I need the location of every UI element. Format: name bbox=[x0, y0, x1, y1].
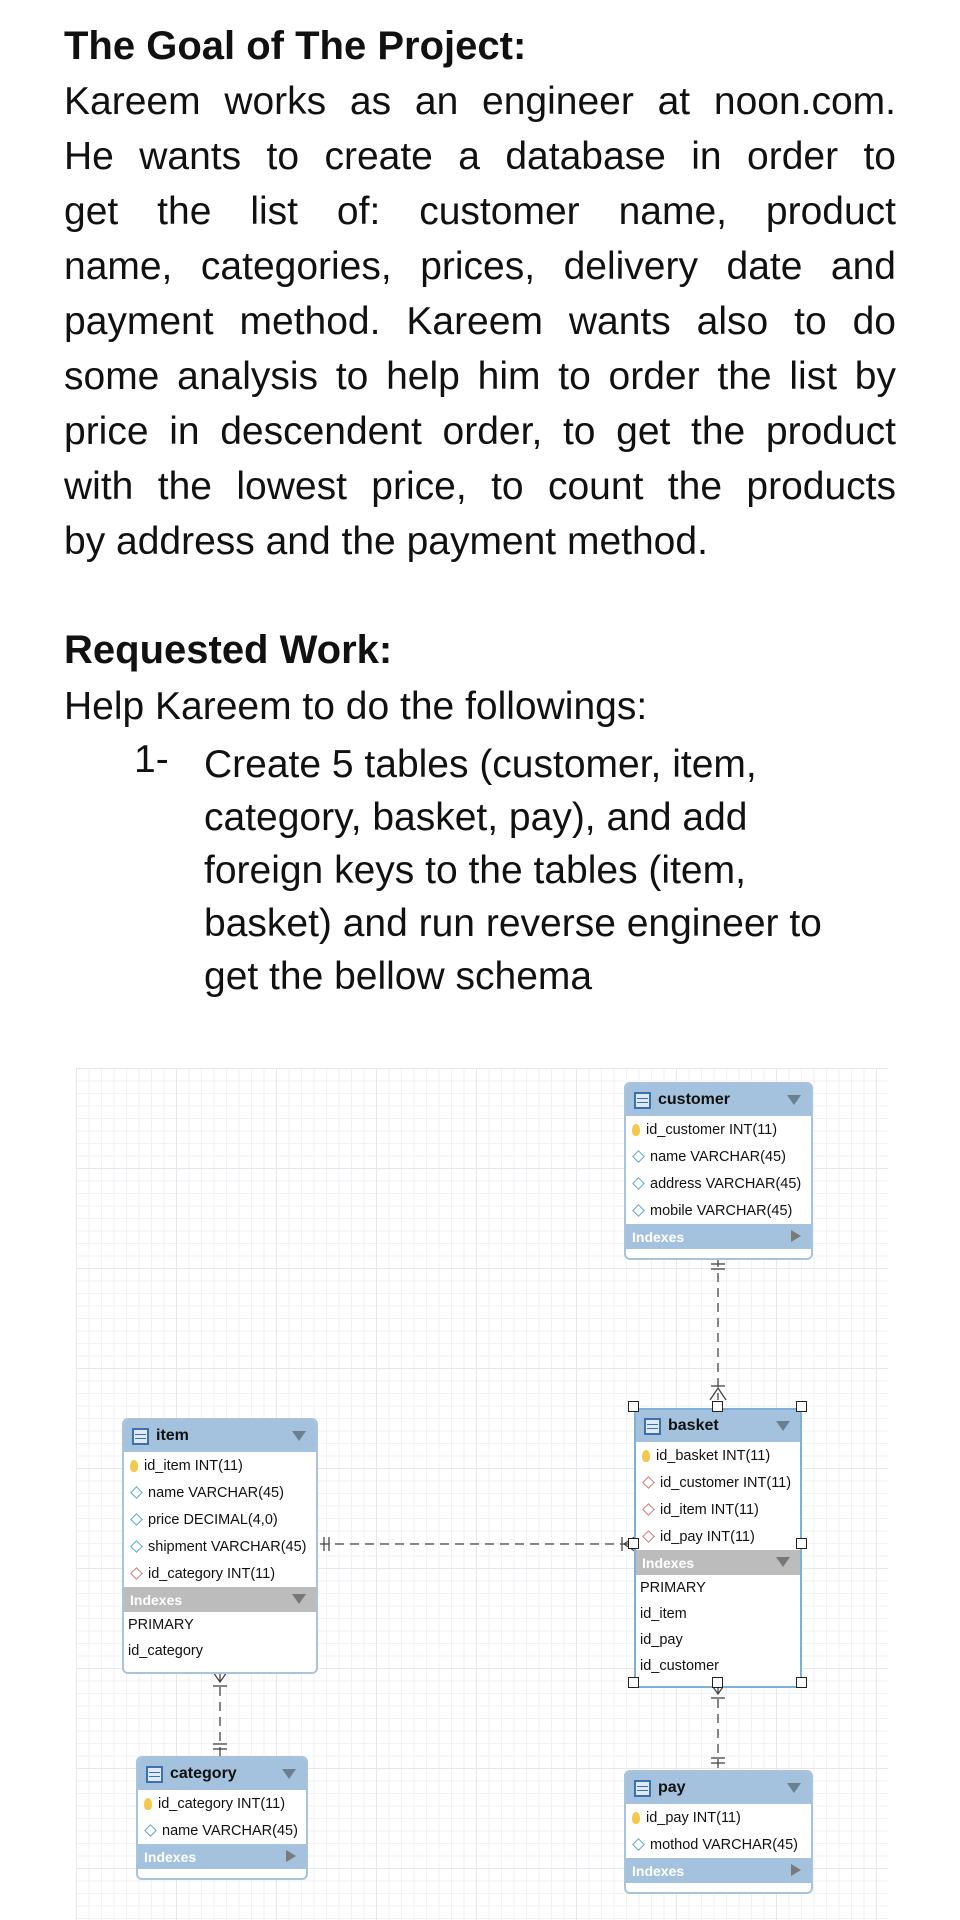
selection-handle[interactable] bbox=[712, 1677, 723, 1688]
goal-line: by address and the payment method. bbox=[64, 520, 708, 563]
foreign-key-diamond-icon bbox=[642, 1503, 655, 1516]
column-row: address VARCHAR(45) bbox=[626, 1170, 811, 1197]
selection-handle[interactable] bbox=[712, 1401, 723, 1412]
index-row: id_item bbox=[640, 1606, 687, 1622]
table-name: basket bbox=[668, 1417, 719, 1434]
goal-line: get the list of: customer name, product bbox=[64, 190, 896, 233]
table-name: pay bbox=[658, 1779, 686, 1796]
column-diamond-icon bbox=[130, 1513, 143, 1526]
category-table[interactable] bbox=[136, 1756, 308, 1880]
selection-handle[interactable] bbox=[796, 1401, 807, 1412]
column-row: mobile VARCHAR(45) bbox=[626, 1197, 811, 1224]
column-row: id_customer INT(11) bbox=[636, 1469, 800, 1496]
expand-arrow-icon[interactable] bbox=[791, 1230, 801, 1242]
indexes-bar[interactable]: Indexes bbox=[626, 1858, 811, 1883]
goal-line: He wants to create a database in order to bbox=[64, 135, 896, 178]
expand-arrow-icon[interactable] bbox=[286, 1850, 296, 1862]
column-row: id_item INT(11) bbox=[636, 1496, 800, 1523]
goal-heading: The Goal of The Project: bbox=[64, 24, 527, 68]
step-line: Create 5 tables (customer, item, bbox=[204, 743, 757, 786]
foreign-key-diamond-icon bbox=[642, 1530, 655, 1543]
selection-handle[interactable] bbox=[628, 1677, 639, 1688]
column-row: id_item INT(11) bbox=[124, 1452, 316, 1479]
column-row: name VARCHAR(45) bbox=[124, 1479, 316, 1506]
goal-paragraph bbox=[64, 74, 896, 569]
column-row: name VARCHAR(45) bbox=[626, 1143, 811, 1170]
index-row: id_pay bbox=[640, 1632, 683, 1648]
item-table[interactable] bbox=[122, 1418, 318, 1674]
column-row: id_pay INT(11) bbox=[626, 1804, 811, 1831]
column-diamond-icon bbox=[144, 1824, 157, 1837]
goal-line: with the lowest price, to count the products bbox=[64, 465, 896, 508]
column-diamond-icon bbox=[632, 1838, 645, 1851]
table-icon bbox=[146, 1766, 163, 1783]
column-diamond-icon bbox=[632, 1150, 645, 1163]
table-icon bbox=[634, 1092, 651, 1109]
table-name: customer bbox=[658, 1091, 731, 1108]
column-row: id_basket INT(11) bbox=[636, 1442, 800, 1469]
column-row: id_pay INT(11) bbox=[636, 1523, 800, 1550]
primary-key-icon bbox=[632, 1124, 640, 1136]
collapse-arrow-icon[interactable] bbox=[292, 1594, 306, 1604]
step-text bbox=[204, 738, 904, 1003]
basket-table[interactable] bbox=[634, 1408, 802, 1688]
column-row: mothod VARCHAR(45) bbox=[626, 1831, 811, 1858]
goal-line: payment method. Kareem wants also to do bbox=[64, 300, 896, 343]
column-row: id_category INT(11) bbox=[124, 1560, 316, 1587]
table-icon bbox=[644, 1418, 661, 1435]
customer-table[interactable] bbox=[624, 1082, 813, 1260]
index-row: PRIMARY bbox=[640, 1580, 706, 1596]
index-row: id_category bbox=[128, 1643, 203, 1659]
requested-work-heading: Requested Work: bbox=[64, 628, 393, 672]
step-line: category, basket, pay), and add bbox=[204, 796, 748, 839]
collapse-arrow-icon[interactable] bbox=[282, 1769, 296, 1779]
indexes-bar[interactable]: Indexes bbox=[138, 1844, 306, 1869]
pay-table-header[interactable] bbox=[626, 1772, 811, 1804]
primary-key-icon bbox=[130, 1460, 138, 1472]
column-row: shipment VARCHAR(45) bbox=[124, 1533, 316, 1560]
primary-key-icon bbox=[144, 1798, 152, 1810]
collapse-arrow-icon[interactable] bbox=[787, 1095, 801, 1105]
column-row: id_customer INT(11) bbox=[626, 1116, 811, 1143]
column-diamond-icon bbox=[632, 1204, 645, 1217]
primary-key-icon bbox=[642, 1450, 650, 1462]
column-diamond-icon bbox=[632, 1177, 645, 1190]
index-row: PRIMARY bbox=[128, 1617, 194, 1633]
basket-table-header[interactable] bbox=[636, 1410, 800, 1442]
primary-key-icon bbox=[632, 1812, 640, 1824]
goal-line: price in descendent order, to get the product bbox=[64, 410, 896, 453]
collapse-arrow-icon[interactable] bbox=[787, 1783, 801, 1793]
goal-line: Kareem works as an engineer at noon.com. bbox=[64, 80, 896, 123]
collapse-arrow-icon[interactable] bbox=[776, 1421, 790, 1431]
table-icon bbox=[132, 1428, 149, 1445]
column-diamond-icon bbox=[130, 1540, 143, 1553]
goal-line: name, categories, prices, delivery date and bbox=[64, 245, 896, 288]
column-row: id_category INT(11) bbox=[138, 1790, 306, 1817]
step-line: foreign keys to the tables (item, bbox=[204, 849, 746, 892]
expand-arrow-icon[interactable] bbox=[791, 1864, 801, 1876]
table-icon bbox=[634, 1780, 651, 1797]
pay-table[interactable] bbox=[624, 1770, 813, 1894]
requested-work-intro: Help Kareem to do the followings: bbox=[64, 685, 648, 728]
goal-line: some analysis to help him to order the list by bbox=[64, 355, 896, 398]
indexes-bar[interactable]: Indexes bbox=[124, 1587, 316, 1612]
collapse-arrow-icon[interactable] bbox=[292, 1431, 306, 1441]
category-table-header[interactable] bbox=[138, 1758, 306, 1790]
er-diagram bbox=[76, 1068, 888, 1920]
step-number: 1- bbox=[134, 738, 169, 781]
foreign-key-diamond-icon bbox=[642, 1476, 655, 1489]
column-diamond-icon bbox=[130, 1486, 143, 1499]
item-table-header[interactable] bbox=[124, 1420, 316, 1452]
selection-handle[interactable] bbox=[628, 1538, 639, 1549]
column-row: name VARCHAR(45) bbox=[138, 1817, 306, 1844]
collapse-arrow-icon[interactable] bbox=[776, 1557, 790, 1567]
foreign-key-diamond-icon bbox=[130, 1567, 143, 1580]
table-name: category bbox=[170, 1765, 237, 1782]
step-line: get the bellow schema bbox=[204, 955, 593, 998]
indexes-bar[interactable]: Indexes bbox=[626, 1224, 811, 1249]
selection-handle[interactable] bbox=[796, 1538, 807, 1549]
indexes-bar[interactable]: Indexes bbox=[636, 1550, 800, 1575]
table-name: item bbox=[156, 1427, 189, 1444]
step-line: basket) and run reverse engineer to bbox=[204, 902, 822, 945]
selection-handle[interactable] bbox=[628, 1401, 639, 1412]
customer-table-header[interactable] bbox=[626, 1084, 811, 1116]
column-row: price DECIMAL(4,0) bbox=[124, 1506, 316, 1533]
index-row: id_customer bbox=[640, 1658, 719, 1674]
selection-handle[interactable] bbox=[796, 1677, 807, 1688]
